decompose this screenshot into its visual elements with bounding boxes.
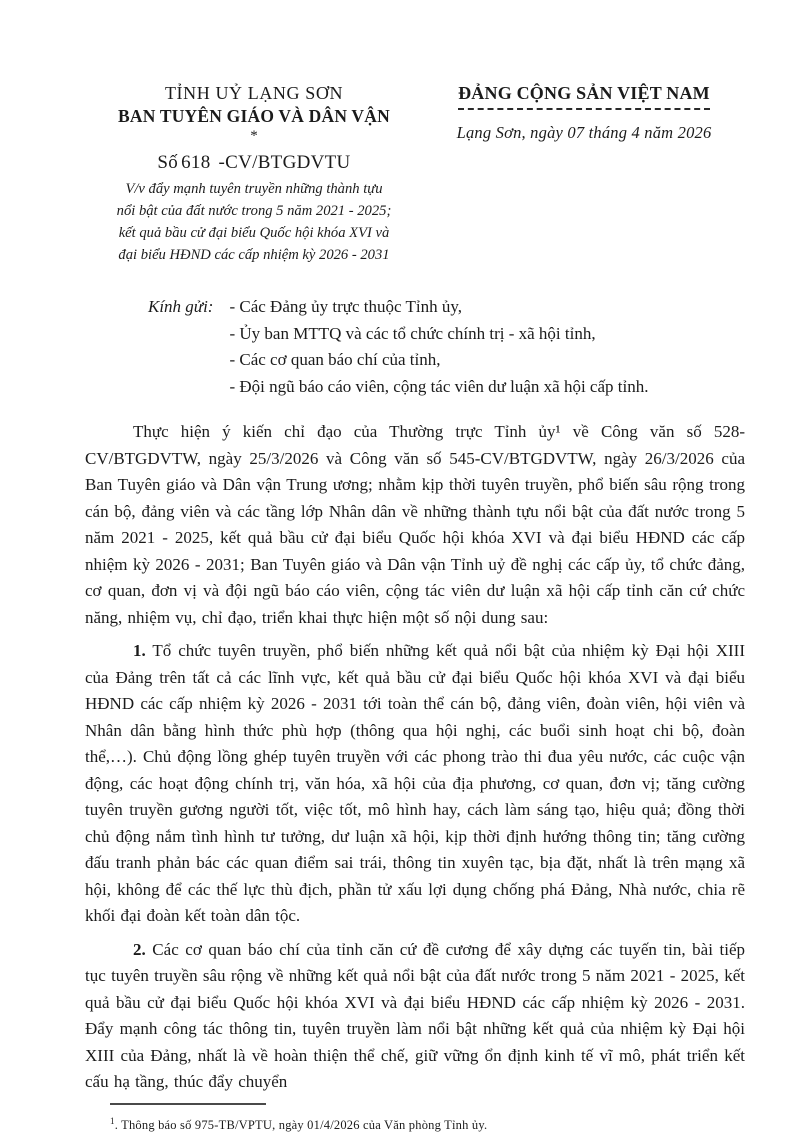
document-header <box>85 82 745 266</box>
document-subject <box>85 178 423 266</box>
footnote-marker: 1 <box>110 1115 115 1126</box>
subject-line-4: đại biểu HĐND các cấp nhiệm kỳ 2026 - 2031 <box>118 247 390 263</box>
national-header-block <box>423 82 745 143</box>
intro-paragraph: Thực hiện ý kiến chỉ đạo của Thường trực Tỉnh ủy¹ về Công văn số 528-CV/BTGDVTW, ngày 25/3/2026 và Công văn số 545-CV/BTGDVTW, ngày 26/3/2026 của Ban Tuyên giáo và Dân vận Trung ương; nhằm kịp thời tuyên truyền, phổ biến sâu rộng trong cán bộ, đảng viên và các tầng lớp Nhân dân về những thành tựu nổi bật của đất nước trong 5 năm 2021 - 2025, kết quả bầu cử đại biểu Quốc hội khóa XVI và đại biểu HĐND các cấp nhiệm kỳ 2026 - 2031; Ban Tuyên giáo và Dân vận Tỉnh uỷ đề nghị các cấp ủy, tổ chức đảng, cơ quan, đơn vị và đội ngũ báo cáo viên, cộng tác viên dư luận xã hội cấp tỉnh căn cứ chức năng, nhiệm vụ, chỉ đạo, triển khai thực hiện một số nội dung sau: <box>85 422 745 627</box>
recipients-block <box>85 294 745 400</box>
subject-line-2: nổi bật của đất nước trong 5 năm 2021 - 2025; <box>116 203 392 219</box>
body-paragraph-1 <box>85 638 745 930</box>
document-body <box>85 419 745 1096</box>
recipient-item: - Ủy ban MTTQ và các tổ chức chính trị - xã hội tỉnh, <box>229 323 596 343</box>
org-name: BAN TUYÊN GIÁO VÀ DÂN VẬN <box>118 106 390 126</box>
doc-number-suffix: -CV/BTGDVTU <box>218 152 351 173</box>
national-motto: ĐẢNG CỘNG SẢN VIỆT NAM <box>458 82 710 110</box>
recipients-label: Kính gửi: <box>148 297 214 316</box>
recipient-item: - Các Đảng ủy trực thuộc Tỉnh ủy, <box>229 297 462 316</box>
org-parent-name: TỈNH UỶ LẠNG SƠN <box>164 83 344 103</box>
subject-line-3: kết quả bầu cử đại biểu Quốc hội khóa XVI và <box>118 225 390 241</box>
issuing-authority-block <box>85 82 423 266</box>
star-separator: * <box>250 128 258 144</box>
recipient-item: - Đội ngũ báo cáo viên, cộng tác viên dư luận xã hội cấp tỉnh. <box>229 376 649 396</box>
recipient-item: - Các cơ quan báo chí của tỉnh, <box>229 350 441 369</box>
place-and-date: Lạng Sơn, ngày 07 tháng 4 năm 2026 <box>456 123 712 142</box>
paragraph-number: 1. <box>133 641 146 660</box>
doc-number-label: Số <box>157 152 179 173</box>
footnote-text <box>110 1113 745 1132</box>
paragraph-number: 2. <box>133 939 146 959</box>
document-number <box>85 151 423 175</box>
recipients-list <box>229 294 648 400</box>
paragraph-text: Các cơ quan báo chí của tỉnh căn cứ đề cương để xây dựng các tuyến tin, bài tiếp tục tuyên truyền sâu rộng về những kết quả nổi bật của đất nước trong 5 năm 2021 - 2025, kết quả bầu cử đại biểu Quốc hội khóa XVI và đại biểu HĐND các cấp nhiệm kỳ 2026 - 2031. Đẩy mạnh công tác thông tin, tuyên truyền làm nổi bật những kết quả của nhiệm kỳ Đại hội XIII của Đảng, nhất là về hoàn thiện thể chế, giữ vững ổn định kinh tế vĩ mô, phát triển kết cấu hạ tầng, thúc đẩy chuyển <box>85 939 745 1091</box>
footnote-block <box>110 1103 745 1132</box>
footnote-content: . Thông báo số 975-TB/VPTU, ngày 01/4/2026 của Văn phòng Tỉnh ủy. <box>114 1117 488 1132</box>
footnote-separator <box>110 1103 266 1105</box>
doc-number-value: 618 <box>181 152 211 173</box>
paragraph-text: Tổ chức tuyên truyền, phổ biến những kết quả nổi bật của nhiệm kỳ Đại hội XIII của Đảng trên tất cả các lĩnh vực, kết quả bầu cử đại biểu Quốc hội khóa XVI và đại biểu HĐND các cấp nhiệm kỳ 2026 - 2031 tới toàn thể cán bộ, đảng viên, đoàn viên, hội viên và Nhân dân bằng hình thức phù hợp (thông qua hội nghị, các buổi sinh hoạt chi bộ, đoàn thể,…). Chủ động lồng ghép tuyên truyền với các phong trào thi đua yêu nước, các cuộc vận động, các hoạt động chính trị, văn hóa, xã hội của địa phương, cơ quan, đơn vị; tăng cường tuyên truyền gương người tốt, việc tốt, mô hình hay, cách làm sáng tạo, hiệu quả; đồng thời chủ động nắm tình hình tư tưởng, dư luận xã hội, kịp thời định hướng thông tin; tăng cường đấu tranh phản bác các quan điểm sai trái, thông tin xuyên tạc, bịa đặt, nhất là trên mạng xã hội, không để các thế lực thù địch, phần tử xấu lợi dụng chống phá Đảng, Nhà nước, chia rẽ khối đại đoàn kết toàn dân tộc. <box>85 641 745 925</box>
subject-line-1: V/v đẩy mạnh tuyên truyền những thành tựu <box>125 181 383 197</box>
body-paragraph-2 <box>85 937 745 1096</box>
